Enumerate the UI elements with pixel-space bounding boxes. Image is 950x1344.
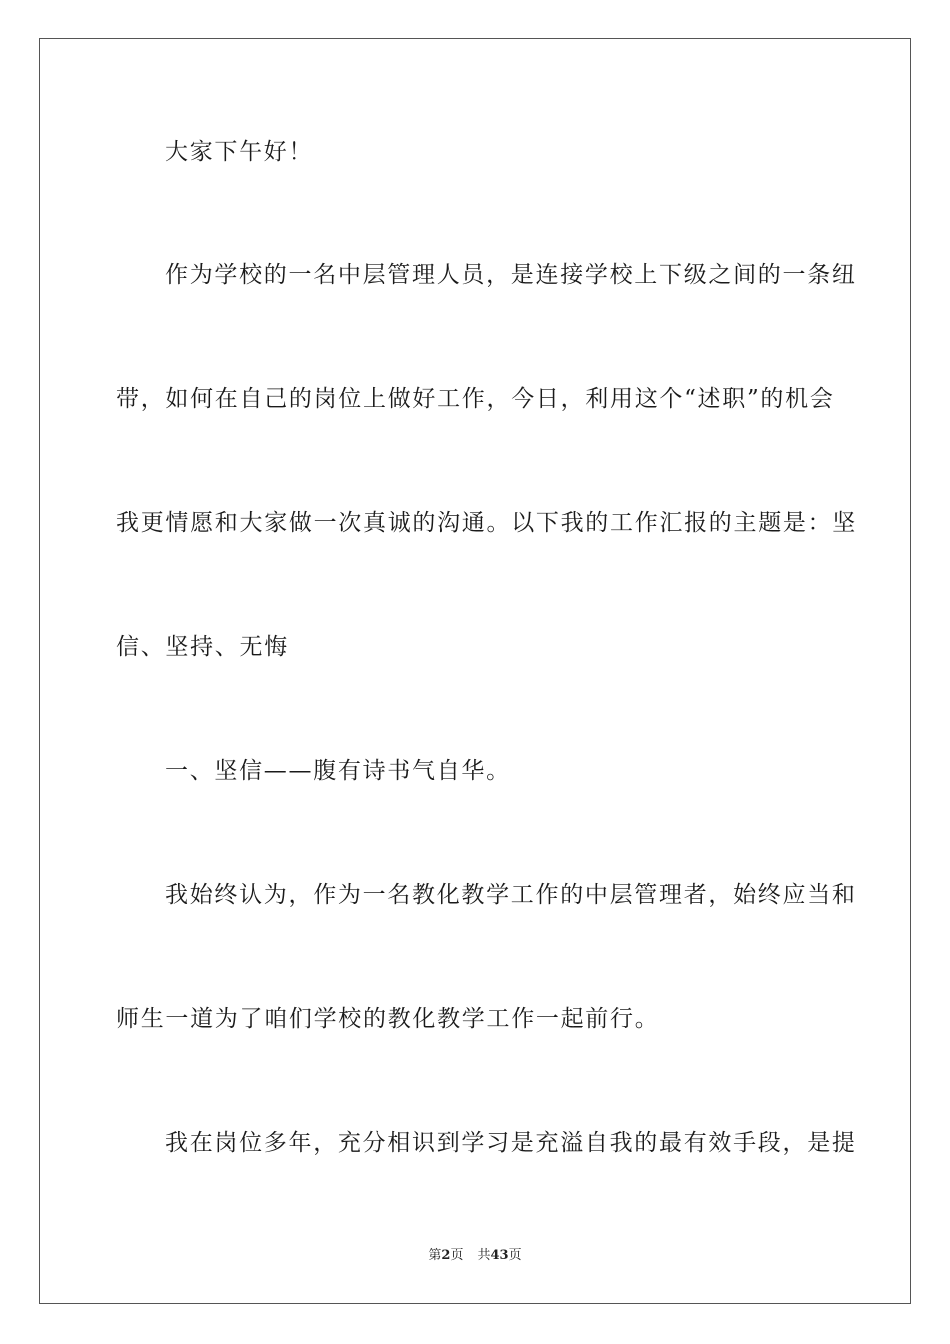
paragraph-line: 我在岗位多年，充分相识到学习是充溢自我的最有效手段，是提	[165, 1130, 857, 1156]
paragraph-line: 作为学校的一名中层管理人员，是连接学校上下级之间的一条纽	[165, 262, 857, 288]
page-prefix: 第	[428, 1248, 442, 1263]
total-prefix: 共	[477, 1248, 491, 1263]
page-footer	[0, 1247, 950, 1265]
page-border	[39, 38, 911, 1304]
section-heading: 一、坚信——腹有诗书气自华。	[165, 758, 511, 784]
paragraph-line: 我始终认为，作为一名教化教学工作的中层管理者，始终应当和	[165, 882, 857, 908]
total-suffix: 页	[508, 1248, 522, 1263]
paragraph-line: 信、坚持、无悔	[116, 634, 289, 660]
paragraph-line: 带，如何在自己的岗位上做好工作，今日，利用这个“述职”的机会	[116, 386, 835, 412]
current-page-number: 2	[441, 1248, 451, 1263]
greeting-line: 大家下午好！	[165, 139, 314, 165]
paragraph-line: 我更情愿和大家做一次真诚的沟通。以下我的工作汇报的主题是：坚	[116, 510, 857, 536]
total-page-count: 43	[490, 1248, 509, 1263]
page-suffix: 页	[450, 1248, 464, 1263]
paragraph-line: 师生一道为了咱们学校的教化教学工作一起前行。	[116, 1006, 660, 1032]
